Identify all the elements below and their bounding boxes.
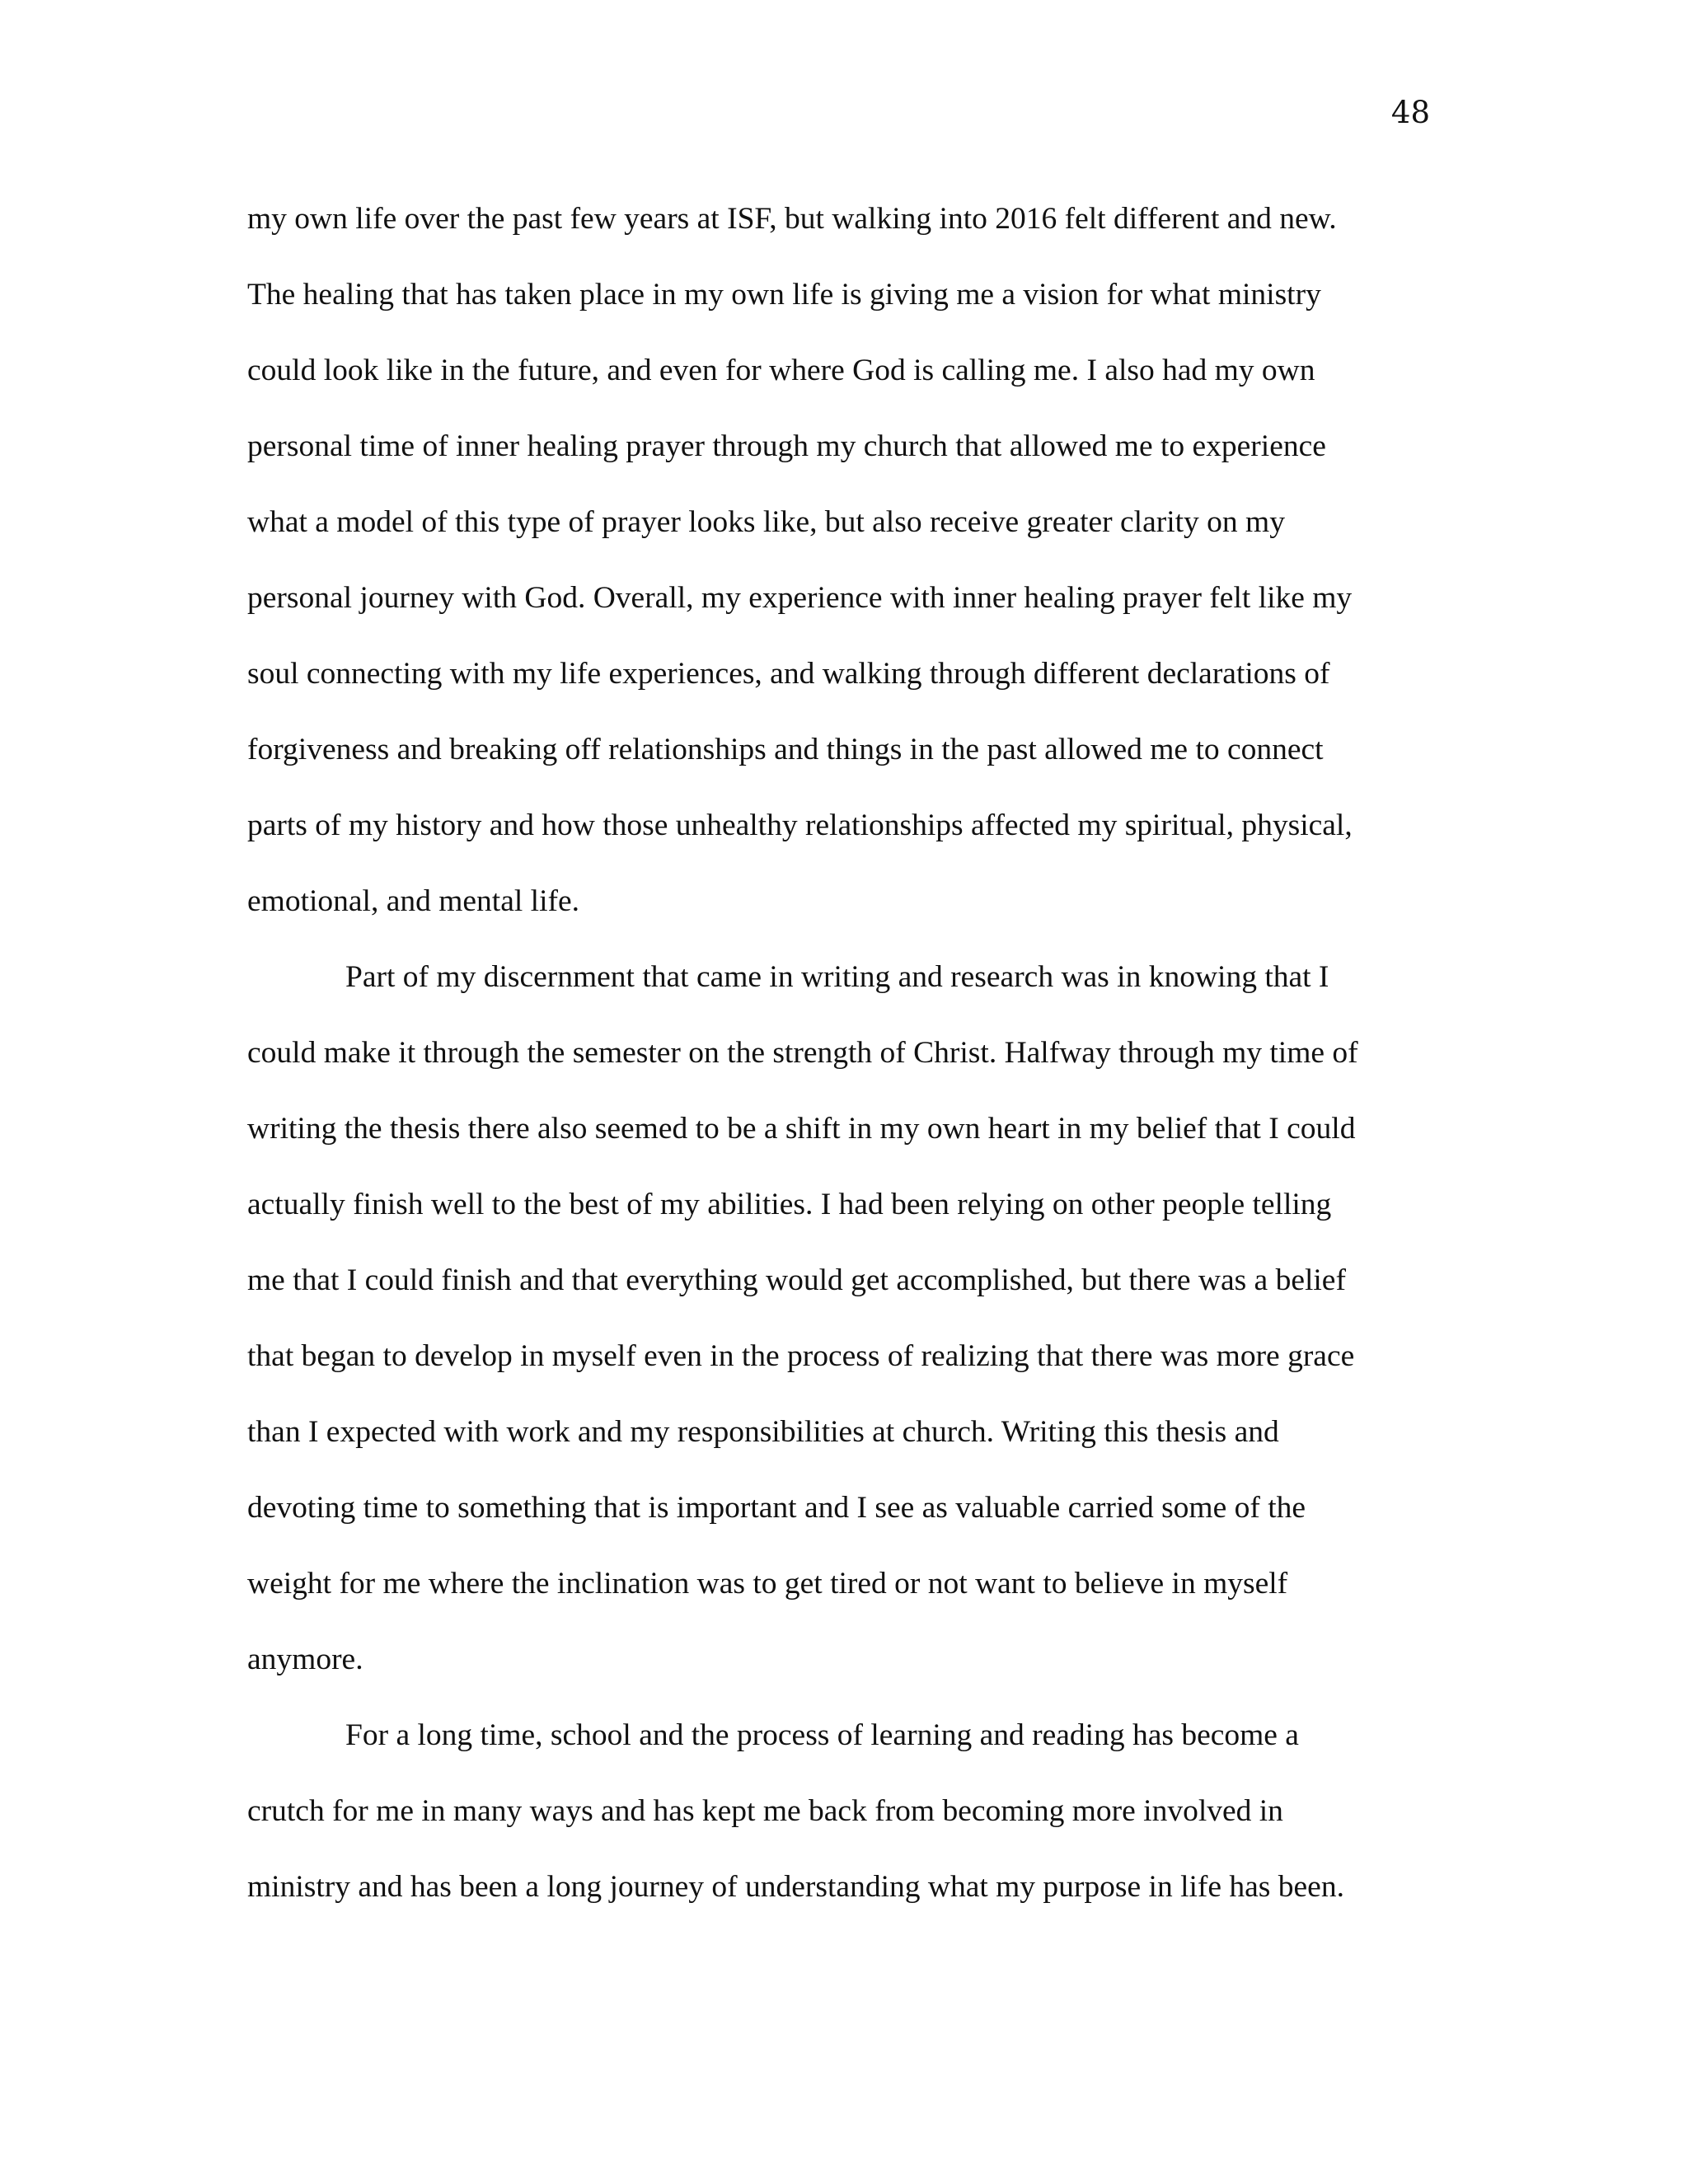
- text-line: parts of my history and how those unhealthy relationships affected my spiritual, physical,: [247, 808, 1353, 842]
- text-line: personal journey with God. Overall, my experience with inner healing prayer felt like my: [247, 581, 1353, 615]
- text-line: actually finish well to the best of my abilities. I had been relying on other people telling: [247, 1188, 1332, 1221]
- body-text: [247, 194, 1442, 1938]
- text-line: weight for me where the inclination was to get tired or not want to believe in myself: [247, 1567, 1288, 1601]
- text-line: forgiveness and breaking off relationships and things in the past allowed me to connect: [247, 733, 1324, 766]
- text-line: soul connecting with my life experiences, and walking through different declarations of: [247, 657, 1330, 691]
- text-line: anymore.: [247, 1643, 363, 1676]
- text-line: The healing that has taken place in my own life is giving me a vision for what ministry: [247, 278, 1321, 312]
- text-line: that began to develop in myself even in the process of realizing that there was more grace: [247, 1339, 1355, 1373]
- page-number: 48: [1390, 95, 1430, 130]
- text-line: Part of my discernment that came in writing and research was in knowing that I: [345, 960, 1329, 994]
- text-line: crutch for me in many ways and has kept me back from becoming more involved in: [247, 1794, 1283, 1828]
- text-line: than I expected with work and my responsibilities at church. Writing this thesis and: [247, 1415, 1279, 1449]
- text-line: ministry and has been a long journey of understanding what my purpose in life has been.: [247, 1870, 1344, 1904]
- text-line: what a model of this type of prayer looks like, but also receive greater clarity on my: [247, 505, 1285, 539]
- text-line: writing the thesis there also seemed to be a shift in my own heart in my belief that I could: [247, 1112, 1356, 1146]
- text-line: devoting time to something that is important and I see as valuable carried some of the: [247, 1491, 1306, 1525]
- text-line: could look like in the future, and even for where God is calling me. I also had my own: [247, 354, 1315, 387]
- text-line: could make it through the semester on the strength of Christ. Halfway through my time of: [247, 1036, 1358, 1070]
- text-line: me that I could finish and that everything would get accomplished, but there was a belief: [247, 1263, 1346, 1297]
- text-line: For a long time, school and the process of learning and reading has become a: [345, 1718, 1299, 1752]
- text-line: personal time of inner healing prayer through my church that allowed me to experience: [247, 429, 1326, 463]
- text-line: emotional, and mental life.: [247, 884, 579, 918]
- text-line: my own life over the past few years at ISF, but walking into 2016 felt different and new.: [247, 202, 1337, 236]
